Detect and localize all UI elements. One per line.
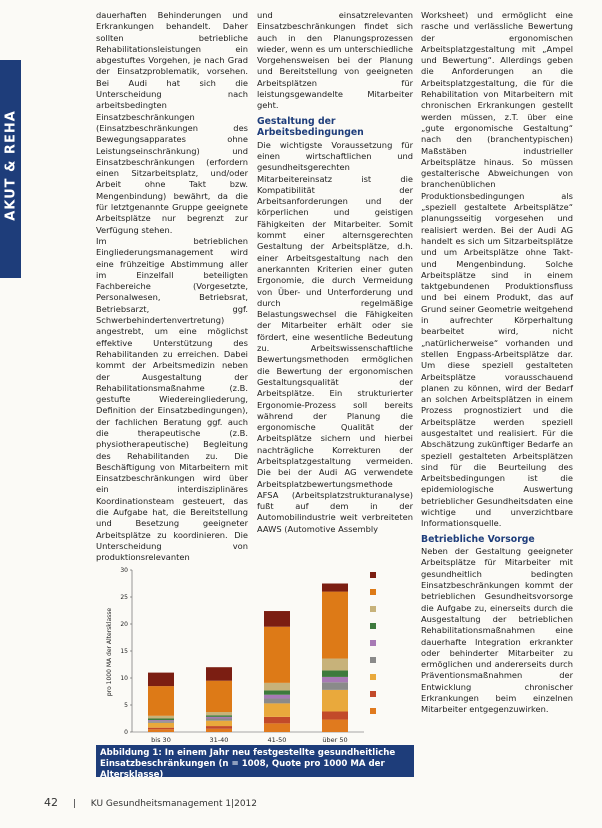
legend-swatch	[370, 623, 376, 629]
side-tab-label: AKUT & REHA	[3, 110, 19, 221]
paragraph: Die wichtigste Voraussetzung für einen wirtschaftlichen und gesundheitsgerechten Mitarbeitereinsatz ist die Kompatibilität der Arbeitsanforderungen und der körperlichen und geistigen Fähigkeiten der Mitarbeiter. Somit kommt einer alternsgerechten Gestaltung der Arbeitsplätze, d.h. einer Arbeitsgestaltung nach den anerkannten Kriterien einer guten Ergonomie, die durch Vermeidung von Über- und Unterforderung und durch regelmäßige Belastungswechsel die Fähigkeiten der Mitarbeiter erhält oder sie fördert, eine wesentliche Bedeutung zu. Arbeitswissenschaftliche Bewertungsmethoden ermöglichen die Bewertung der ergonomischen Gestaltungsqualität der Arbeitsplätze. Ein strukturierter Ergonomie-Prozess soll bereits während der Planung die ergonomische Qualität der Arbeitsplätze sichern und hierbei nachträgliche Korrekturen der Arbeitsplatzgestaltung vermeiden. Die bei der Audi AG verwendete Arbeitsplatzbewertungsmethode AFSA (Arbeitsplatzstrukturanalyse) fußt auf dem in der Automobilindustrie weit verbreiteten AAWS (Automotive Assembly	[257, 139, 413, 534]
bar-segment	[206, 667, 232, 681]
y-axis-label: pro 1000 MA der Altersklasse	[106, 607, 113, 697]
paragraph: und einsatzrelevanten Einsatzbeschränkungen findet sich auch in den Planungsprozessen wieder, wenn es um unterschiedliche Vorgehensweisen bei der Planung und Bereitstellung von geeigneten Arbeitsplätzen für leistungsgewandelte Mitarbeiter geht.	[257, 10, 413, 111]
paragraph: Im betrieblichen Eingliederungsmanagement wird eine frühzeitige Abstimmung aller im Einzelfall beteiligten Fachbereiche (Vorgesetzte, Personalwesen, Betriebsrat, Betriebsarzt, ggf. Schwerbehindertenvertretung) angestrebt, um eine möglichst effektive Unterstützung des Rehabilitanden zu erreichen. Dabei kommt der Arbeitsmedizin neben der Ausgestaltung der Rehabilitationsmaßnahme (z.B. gestufte Wiedereingliederung, Definition der Einsatzbedingungen), der fachlichen Beratung ggf. auch die therapeutische (z.B. physiotherapeutische) Begleitung des Rehabilitanden zu. Die Beschäftigung von Mitarbeitern mit Einsatzbeschränkungen wird über ein interdisziplinäres Koordinationsteam gesteuert, das die Aufgabe hat, die Bereitstellung und Besetzung geeigneter Arbeitsplätze zu koordinieren. Die Unterscheidung von produktionsrelevanten	[96, 235, 248, 563]
y-tick-label: 25	[120, 594, 128, 601]
section-heading: Betriebliche Vorsorge	[421, 533, 535, 545]
text-column-1	[96, 10, 248, 563]
bar-segment	[206, 721, 232, 726]
text-column-3	[421, 10, 573, 794]
bar-segment	[264, 723, 290, 732]
bar-segment	[148, 719, 174, 721]
bar-segment	[148, 716, 174, 719]
bar-segment	[206, 717, 232, 719]
paragraph: dauerhaften Behinderungen und Erkrankungen behandelt. Daher sollten betriebliche Rehabilitationsleistungen ein abgestuftes Vorgehen, je nach Grad der Einsatzproblematik, vorsehen. Bei Audi hat sich die Unterscheidung nach arbeitsbedingten Einsatzbeschränkungen (Einsatzbeschränkungen des Bewegungsapparates ohne Leistungseinschränkung) und Einsatzbeschränkungen (erfordern einen Sitzarbeitsplatz, und/oder Arbeit ohne Takt bzw. Mengenbindung) bewährt, da die für letztgenannte Gruppe geeignete Arbeitsplätze nur begrenzt zur Verfügung stehen.	[96, 10, 248, 235]
bar-segment	[206, 719, 232, 721]
bar-segment	[148, 728, 174, 730]
figure-caption: Abbildung 1: In einem Jahr neu festgestellte gesundheitliche Einsatzbeschränkungen (n = 1008, Quote pro 1000 MA der Altersklasse)	[96, 745, 414, 777]
y-tick-label: 30	[120, 567, 128, 574]
legend-swatch	[370, 708, 376, 714]
bar-segment	[322, 711, 348, 719]
paragraph: Neben der Gestaltung geeigneter Arbeitsplätze für Mitarbeiter mit gesundheitlich bedingten Einsatzbeschränkungen kommt der betrieblichen Gesundheitsvorsorge die Aufgabe zu, einerseits durch die Ausgestaltung der betrieblichen Rehabilitationsmaßnahmen eine dauerhafte Integration erkrankter oder behinderter Mitarbeiter zu ermöglichen und andererseits durch Präventionsmaßnahmen der Entwicklung chronischer Erkrankungen beim einzelnen Mitarbeiter entgegenzuwirken.	[421, 546, 573, 715]
bar-segment	[264, 683, 290, 691]
page-number: 42	[44, 796, 58, 809]
bar-segment	[148, 686, 174, 716]
section-heading: Gestaltung der Arbeitsbedingungen	[257, 115, 364, 139]
chart-svg	[92, 560, 414, 745]
bar-segment	[264, 703, 290, 717]
bar-segment	[322, 720, 348, 732]
paragraph: Worksheet) und ermöglicht eine rasche und verlässliche Bewertung der ergonomischen Arbeitsplatzgestaltung mit „Ampel und Bewertung“. Allerdings geben die Anforderungen an die Arbeitsplatzgestaltung, die für die Rehabilitation von Mitarbeitern mit chronischen Erkrankungen gestellt werden müssen, z.T. über eine „gute ergonomische Gestaltung“ nach den (branchentypischen) Maßstäben industrieller Arbeitsplätze hinaus. So müssen gestalterische Abweichungen von branchenüblichen Produktionsbedingungen als „speziell gestaltete Arbeitsplätze“ planungsseitig vorgesehen und realisiert werden. Bei der Audi AG handelt es sich um Sitzarbeitsplätze und um Arbeitsplätze ohne Takt- und Mengenbindung. Solche Arbeitsplätze sind in einem taktgebundenen Produktionsfluss und bei einem Produkt, das auf Grund seiner Geometrie weitgehend in aufrechter Körperhaltung bearbeitet wird, nicht „natürlicherweise“ vorhanden und stellen Engpass-Arbeitsplätze dar. Um diese speziell gestalteten Arbeitsplätze vorausschauend planen zu können, wird der Bedarf an solchen Arbeitsplätzen in einem Prozess prognostiziert und die Arbeitsplätze werden speziell ausgestaltet und realisiert. Für die Abschätzung zukünftiger Bedarfe an speziell gestalteten Arbeitsplätzen sind für die Beurteilung des Arbeitsbedingungen ist die epidemiologische Auswertung betrieblicher Gesundheitsdaten eine wichtige und unverzichtbare Informationsquelle.	[421, 10, 573, 529]
bar-segment	[148, 720, 174, 721]
bar-segment	[264, 690, 290, 694]
footer-separator: |	[72, 799, 76, 809]
y-tick-label: 20	[120, 621, 128, 628]
stacked-bar-chart	[92, 560, 414, 828]
legend-swatch	[370, 640, 376, 646]
y-tick-label: 0	[124, 729, 128, 736]
legend-swatch	[370, 572, 376, 578]
bar-segment	[206, 715, 232, 717]
bar-segment	[206, 726, 232, 729]
bar-segment	[264, 695, 290, 699]
bar-segment	[322, 584, 348, 592]
bar-segment	[264, 611, 290, 627]
x-tick-label: 41-50	[267, 736, 287, 744]
legend-swatch	[370, 691, 376, 697]
legend-swatch	[370, 657, 376, 663]
y-tick-label: 5	[124, 702, 128, 709]
bar-segment	[322, 659, 348, 671]
bar-segment	[322, 682, 348, 690]
legend-swatch	[370, 589, 376, 595]
x-tick-label: 31-40	[209, 736, 229, 744]
bar-segment	[264, 717, 290, 723]
bar-segment	[206, 712, 232, 715]
bar-segment	[148, 723, 174, 728]
chart-bars	[148, 584, 348, 745]
x-tick-label: bis 30	[151, 736, 171, 744]
chart-legend	[370, 572, 376, 714]
bar-segment	[148, 673, 174, 687]
bar-segment	[322, 690, 348, 712]
journal-name: KU Gesundheitsmanagement 1|2012	[90, 799, 257, 809]
bar-segment	[322, 670, 348, 676]
bar-segment	[322, 677, 348, 682]
bar-segment	[322, 592, 348, 659]
bar-segment	[148, 721, 174, 723]
y-tick-label: 15	[120, 648, 128, 655]
bar-segment	[206, 729, 232, 732]
legend-swatch	[370, 606, 376, 612]
side-tab	[0, 60, 21, 278]
legend-swatch	[370, 674, 376, 680]
bar-segment	[264, 627, 290, 683]
x-tick-label: über 50	[322, 736, 348, 744]
bar-segment	[264, 699, 290, 704]
bar-segment	[206, 681, 232, 712]
y-tick-label: 10	[120, 675, 128, 682]
text-column-2	[257, 10, 413, 554]
page-footer	[44, 796, 464, 810]
bar-segment	[148, 729, 174, 732]
